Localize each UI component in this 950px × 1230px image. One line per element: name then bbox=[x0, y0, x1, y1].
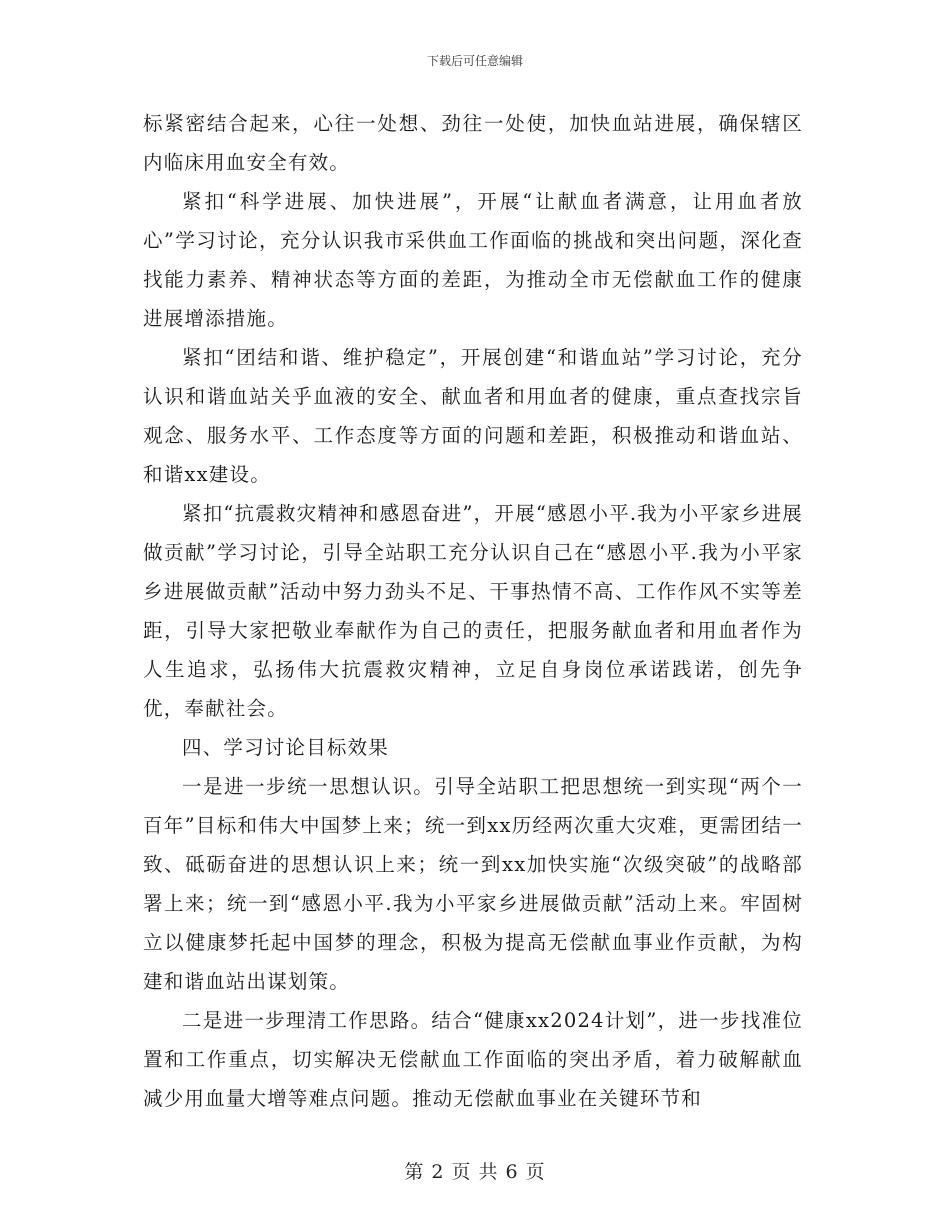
section-heading-4: 四、学习讨论目标效果 bbox=[182, 736, 390, 759]
page-number-footer: 第 2 页 共 6 页 bbox=[404, 1161, 546, 1183]
paragraph-3: 紧扣“团结和谐、维护稳定”，开展创建“和谐血站”学习讨论，充分认识和谐血站关乎血液的安全、献血者和用血者的健康，重点查找宗旨观念、服务水平、工作态度等方面的问题和差距，积极推动和谐血站、和谐xx建设。 bbox=[143, 346, 803, 486]
paragraph-4: 紧扣“抗震救灾精神和感恩奋进”，开展“感恩小平.我为小平家乡进展做贡献”学习讨论，引导全站职工充分认识自己在“感恩小平.我为小平家乡进展做贡献”活动中努力劲头不足、干事热情不高、工作作风不实等差距，引导大家把敬业奉献作为自己的责任，把服务献血者和用血者作为人生追求，弘扬伟大抗震救灾精神，立足自身岗位承诺践诺，创先争优，奉献社会。 bbox=[143, 502, 803, 720]
paragraph-7: 二是进一步理清工作思路。结合“健康xx2024计划”，进一步找准位置和工作重点，切实解决无偿献血工作面临的突出矛盾，着力破解献血减少用血量大增等难点问题。推动无偿献血事业在关键环节和 bbox=[143, 1009, 803, 1110]
paragraph-1: 标紧密结合起来，心往一处想、劲往一处使，加快血站进展，确保辖区内临床用血安全有效。 bbox=[143, 112, 803, 174]
document-body bbox=[143, 104, 803, 1118]
paragraph-6: 一是进一步统一思想认识。引导全站职工把思想统一到实现“两个一百年”目标和伟大中国梦上来；统一到xx历经两次重大灾难，更需团结一致、砥砺奋进的思想认识上来；统一到xx加快实施“次级突破”的战略部署上来；统一到“感恩小平.我为小平家乡进展做贡献”活动上来。牢固树立以健康梦托起中国梦的理念，积极为提高无偿献血事业作贡献，为构建和谐血站出谋划策。 bbox=[143, 775, 803, 993]
paragraph-2: 紧扣“科学进展、加快进展”，开展“让献血者满意，让用血者放心”学习讨论，充分认识我市采供血工作面临的挑战和突出问题，深化查找能力素养、精神状态等方面的差距，为推动全市无偿献血工作的健康进展增添措施。 bbox=[143, 190, 803, 330]
page-header-note: 下载后可任意编辑 bbox=[426, 54, 523, 68]
